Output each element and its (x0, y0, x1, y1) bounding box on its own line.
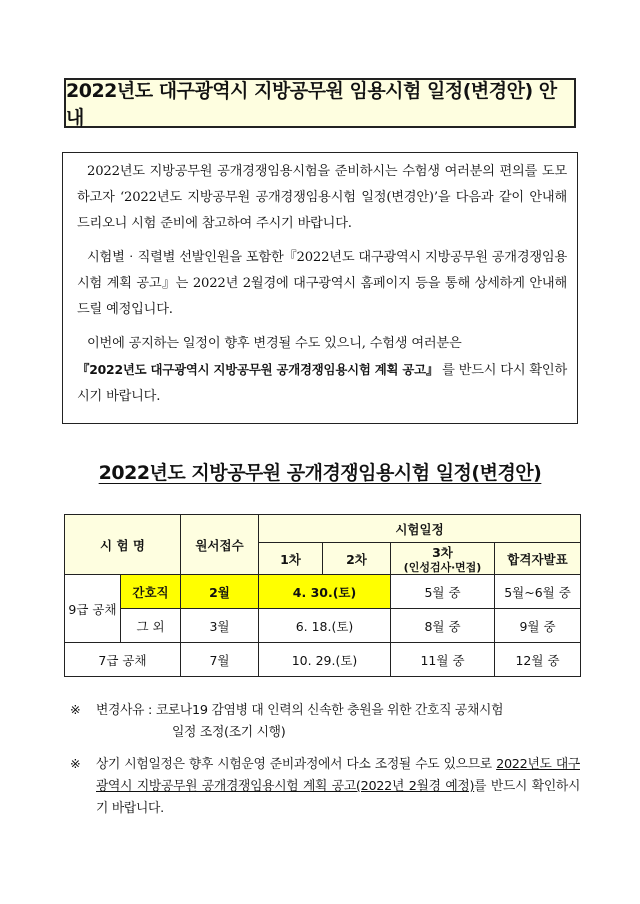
cell-grade9: 9급 공채 (65, 575, 121, 643)
cell-grade7-result: 12월 중 (495, 643, 581, 677)
document-title-box (64, 78, 576, 128)
cell-grade7-third: 11월 중 (391, 643, 495, 677)
cell-grade7: 7급 공채 (65, 643, 181, 677)
reason-text-1: 코로나19 감염병 대 인력의 신속한 충원을 위한 간호직 공채시험 (155, 703, 504, 718)
note2-post: 를 반드시 확인하시기 바랍니다. (96, 779, 581, 816)
header-application: 원서접수 (181, 515, 259, 575)
header-result: 합격자발표 (495, 543, 581, 575)
intro-paragraph-3 (77, 331, 567, 410)
cell-nurse-result: 5월~6월 중 (495, 575, 581, 609)
table-row (65, 575, 581, 609)
cell-grade7-application: 7월 (181, 643, 259, 677)
header-schedule: 시험일정 (259, 515, 581, 543)
intro-p3-post: 를 반드시 다시 확인하시기 바랍니다. (77, 363, 567, 404)
cell-other: 그 외 (121, 609, 181, 643)
table-row (65, 643, 581, 677)
reference-mark: ※ (70, 703, 81, 718)
section-title (0, 458, 640, 485)
intro-p3-pre: 이번에 공지하는 일정이 향후 변경될 수도 있으니, 수험생 여러분은 (87, 336, 462, 351)
cell-other-third: 8월 중 (391, 609, 495, 643)
intro-p3-notice-title: 『2022년도 대구광역시 지방공무원 공개경쟁임용시험 계획 공고』 (77, 362, 439, 377)
note-schedule-change (70, 754, 580, 820)
reason-text-2: 일정 조정(조기 시행) (172, 725, 286, 740)
cell-other-application: 3월 (181, 609, 259, 643)
note2-pre: 상기 시험일정은 향후 시험운영 준비과정에서 다소 조정될 수도 있으므로 (96, 757, 492, 772)
intro-paragraph-2: 시험별‧직렬별 선발인원을 포함한『2022년도 대구광역시 지방공무원 공개경쟁임용시험 계획 공고』는 2022년 2월경에 대구광역시 홈페이지 등을 통해 상세하게 안내해 드릴 예정입니다. (77, 250, 567, 317)
cell-other-result: 9월 중 (495, 609, 581, 643)
section-title-text: 2022년도 지방공무원 공개경쟁임용시험 일정(변경안) (98, 462, 542, 484)
header-third (391, 543, 495, 575)
header-second: 2차 (323, 543, 391, 575)
cell-grade7-first-second: 10. 29.(토) (259, 643, 391, 677)
header-third-sub: (인성검사‧면접) (403, 561, 482, 574)
table-row (65, 609, 581, 643)
note2-notice-underline: 2022년도 대구광역시 지방공무원 공개경쟁임용시험 계획 공고(2022년 2월경 예정) (96, 757, 580, 794)
reference-mark: ※ (70, 757, 81, 772)
cell-other-first-second: 6. 18.(토) (259, 609, 391, 643)
notes (70, 700, 580, 830)
schedule-table (64, 514, 581, 677)
note-reason (70, 700, 580, 744)
intro-box (62, 152, 578, 424)
document-title: 2022년도 대구광역시 지방공무원 임용시험 일정(변경안) 안내 (66, 80, 557, 129)
cell-nurse-first-second: 4. 30.(토) (259, 575, 391, 609)
cell-nurse: 간호직 (121, 575, 181, 609)
reason-label: 변경사유 : (96, 703, 153, 718)
cell-nurse-application: 2월 (181, 575, 259, 609)
intro-paragraph-1: 2022년도 지방공무원 공개경쟁임용시험을 준비하시는 수험생 여러분의 편의를 도모하고자 ‘2022년도 지방공무원 공개경쟁임용시험 일정(변경안)’을 다음과 같이 안내해 드리오니 시험 준비에 참고하여 주시기 바랍니다. (77, 164, 567, 231)
cell-nurse-third: 5월 중 (391, 575, 495, 609)
header-exam-name: 시 험 명 (65, 515, 181, 575)
header-first: 1차 (259, 543, 323, 575)
header-third-label: 3차 (432, 545, 453, 560)
